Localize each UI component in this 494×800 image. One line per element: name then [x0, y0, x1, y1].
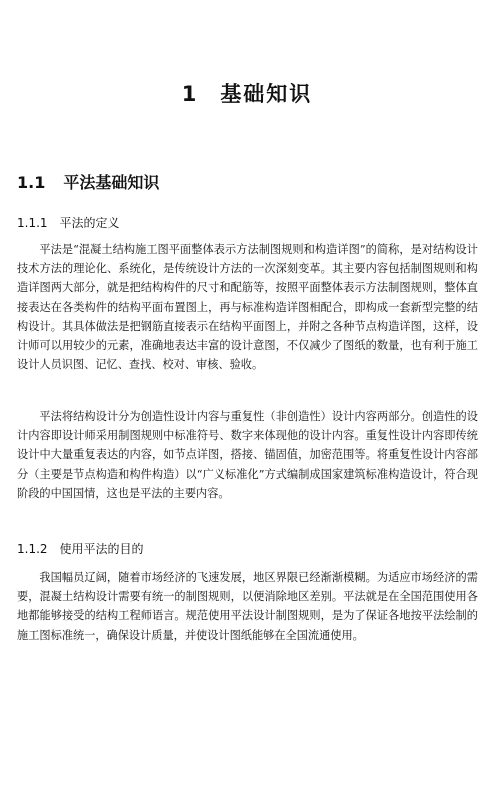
subsection-number: 1.1.2 [17, 542, 48, 556]
paragraph: 平法是“混凝土结构施工图平面整体表示方法制图规则和构造详图”的简称，是对结构设计技术方法的理论化、系统化，是传统设计方法的一次深刻变革。其主要内容包括制图规则和构造详图两大部分，就是把结构构件的尺寸和配筋等，按照平面整体表示方法制图规则，整体直接表达在各类构件的结构平面布置图上，再与标准构造详图相配合，即构成一套新型完整的结构设计。其具体做法是把钢筋直接表示在结构平面图上，并附之各种节点构造详图，这样，设计师可以用较少的元素，准确地表达丰富的设计意图，不仅减少了图纸的数量，也有利于施工设计人员识图、记忆、查找、校对、审核、验收。 [17, 243, 478, 372]
chapter-title-text: 基础知识 [220, 82, 313, 106]
paragraph: 我国幅员辽阔，随着市场经济的飞速发展，地区界限已经渐渐模糊。为适应市场经济的需要，混凝土结构设计需要有统一的制图规则，以便消除地区差别。平法就是在全国范围使用各地都能够接受的结构工程师语言。规范使用平法设计制图规则，是为了保证各地按平法绘制的施工图标准统一，确保设计质量，并使设计图纸能够在全国流通使用。 [17, 571, 478, 642]
section-title [17, 170, 159, 193]
section-title-text: 平法基础知识 [63, 173, 160, 192]
section-number: 1.1 [17, 173, 46, 192]
chapter-title [0, 78, 494, 108]
subsection-title-text: 平法的定义 [59, 216, 120, 230]
paragraph: 平法将结构设计分为创造性设计内容与重复性（非创造性）设计内容两部分。创造性的设计内容即设计师采用制图规则中标准符号、数字来体现他的设计内容。重复性设计内容即传统设计中大量重复表达的内容，如节点详图，搭接、锚固值，加密范围等。将重复性设计内容部分（主要是节点构造和构件构造）以“广义标准化”方式编制成国家建筑标准构造设计，符合现阶段的中国国情，这也是平法的主要内容。 [17, 410, 478, 500]
subsection-title-2 [17, 540, 144, 557]
subsection-title-text: 使用平法的目的 [59, 542, 144, 556]
subsection-title-1 [17, 214, 120, 231]
chapter-number: 1 [181, 82, 199, 106]
subsection-number: 1.1.1 [17, 216, 48, 230]
